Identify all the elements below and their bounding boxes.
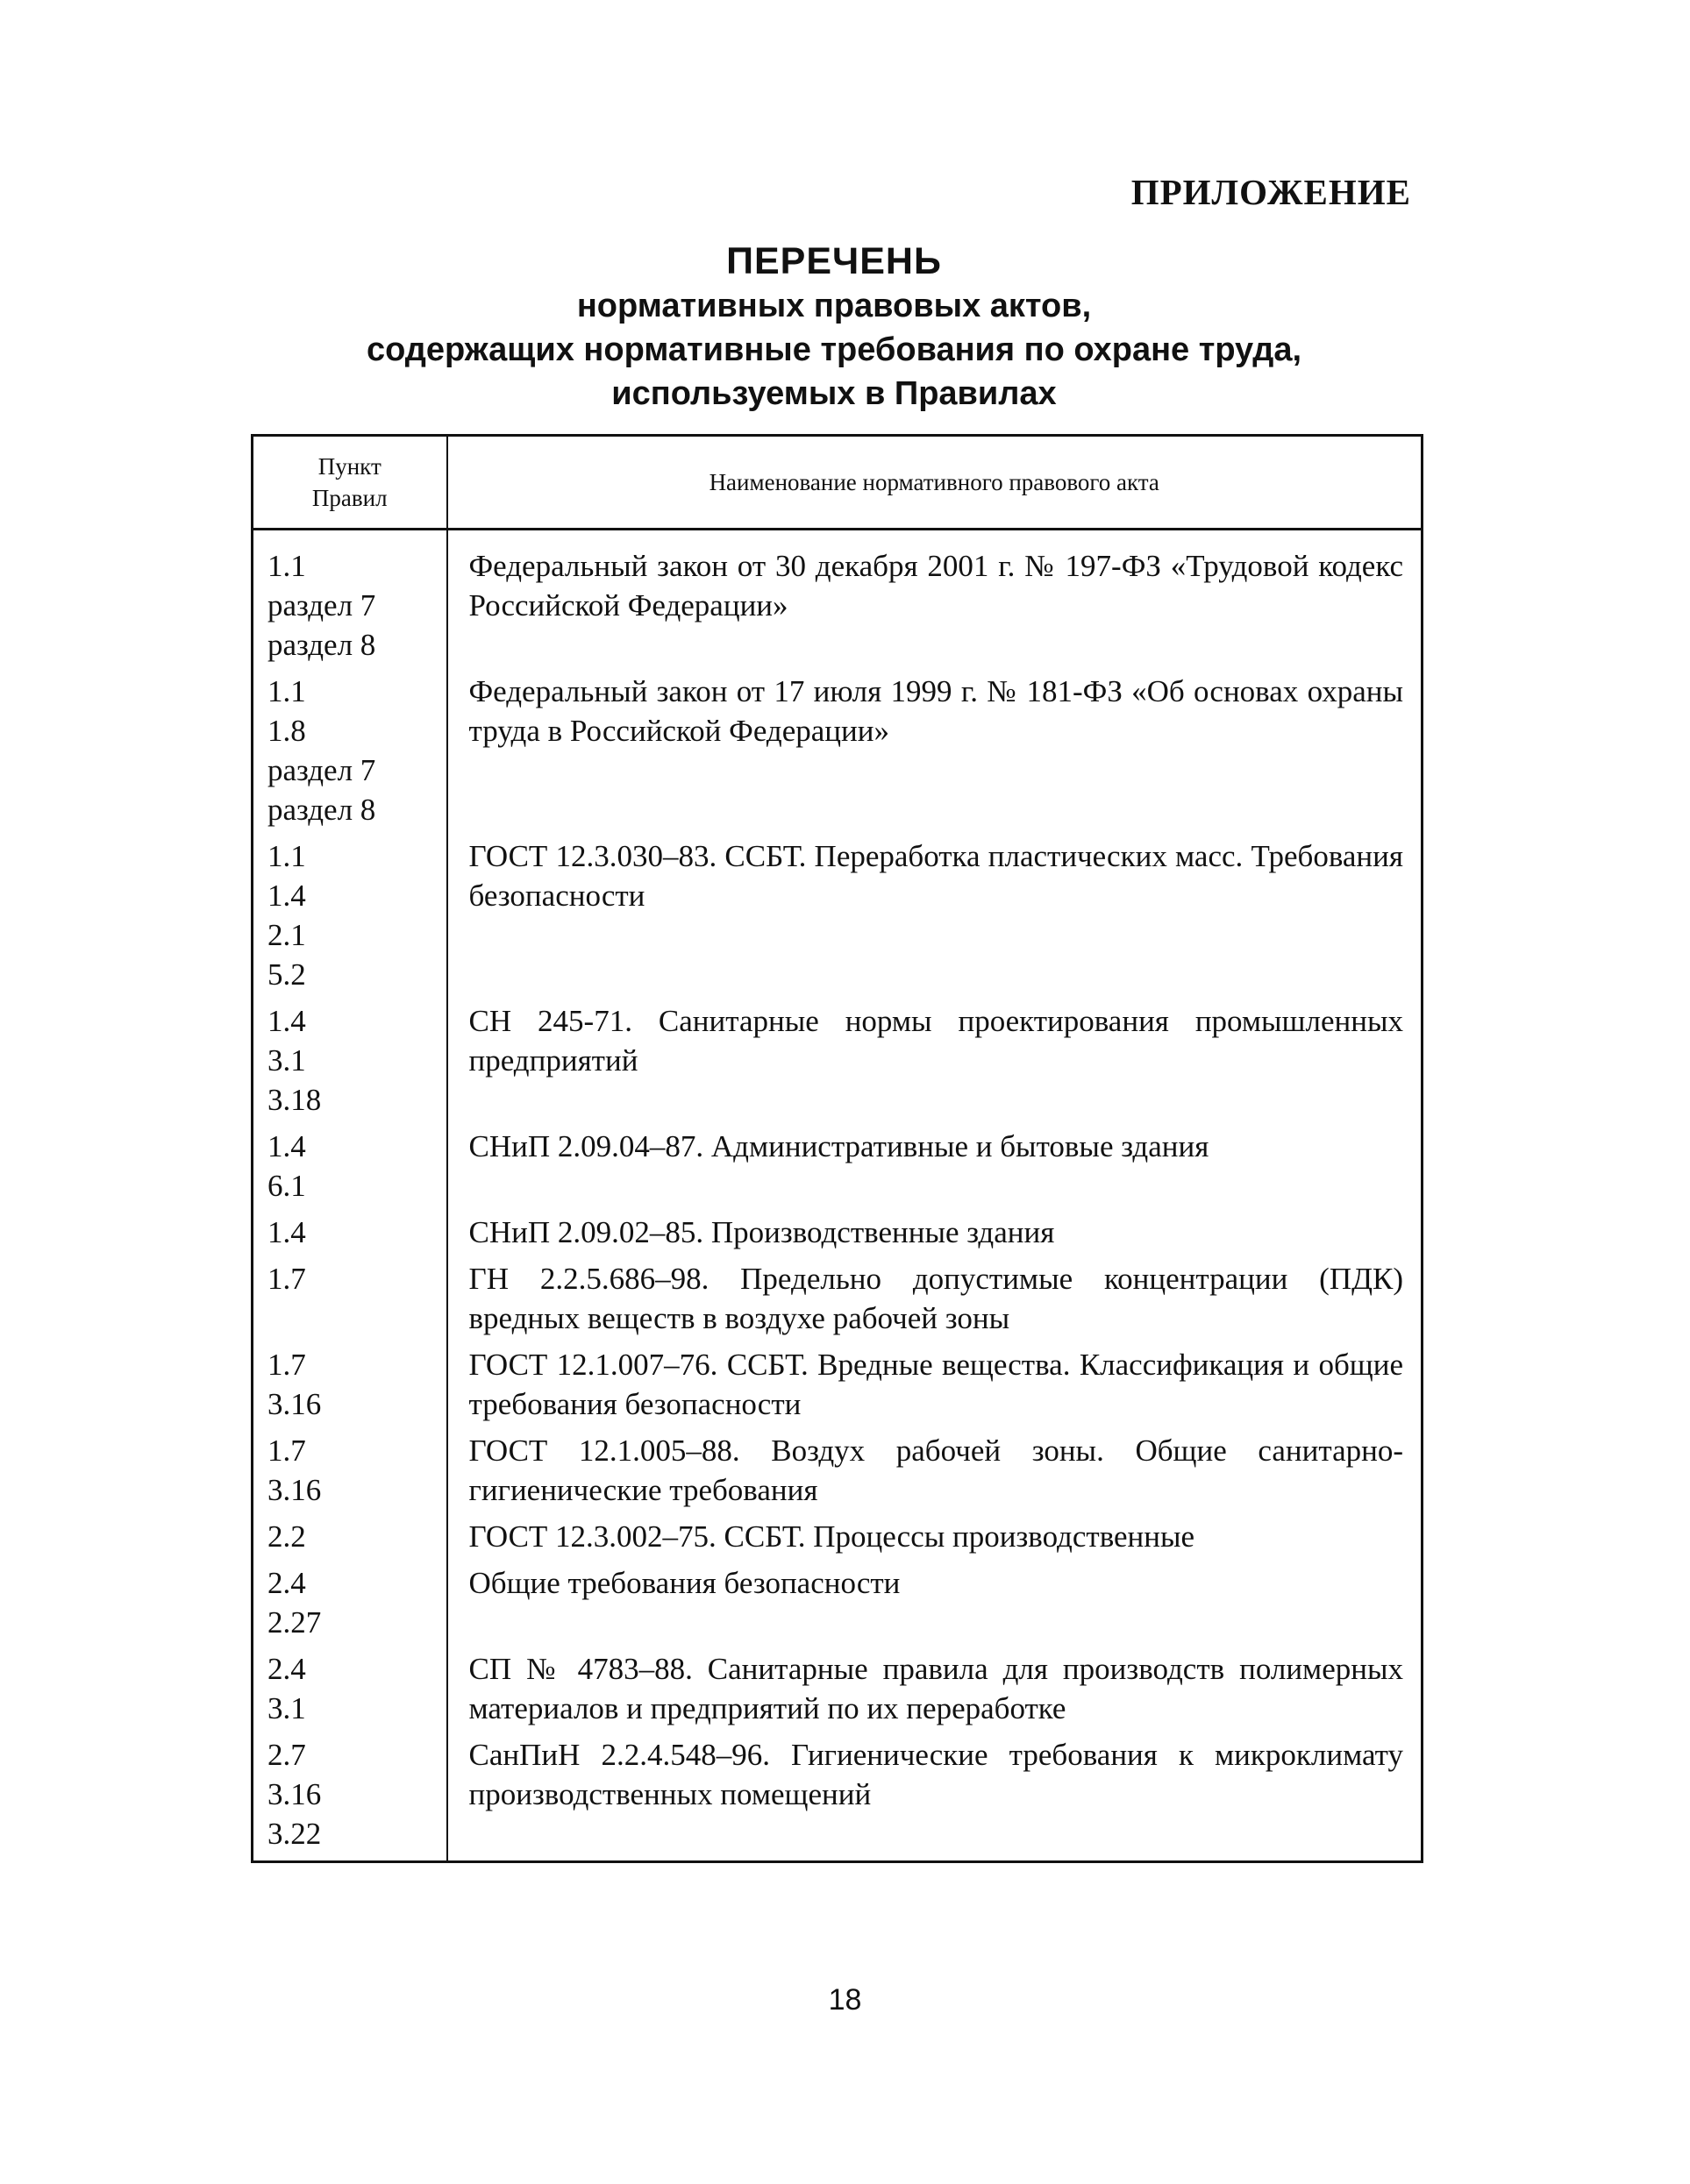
rule-point: 5.2 [267, 957, 306, 992]
rule-point: 3.1 [267, 1043, 306, 1078]
table-row [253, 1563, 1423, 1649]
rule-point: раздел 8 [267, 793, 376, 827]
table-row [253, 672, 1423, 836]
row-act-name: ГОСТ 12.3.030–83. ССБТ. Переработка пластических масс. Требования безопасности [447, 836, 1423, 1001]
rule-point: 2.4 [267, 1652, 306, 1686]
rule-point: 3.1 [267, 1691, 306, 1725]
row-act-name: СНиП 2.09.02–85. Производственные здания [447, 1213, 1423, 1259]
rule-point: 3.22 [267, 1817, 322, 1851]
page-number: 18 [828, 1983, 862, 2017]
row-act-name: СН 245-71. Санитарные нормы проектирования промышленных предприятий [447, 1001, 1423, 1127]
row-act-name: ГОСТ 12.1.007–76. ССБТ. Вредные вещества. Классификация и общие требования безопасности [447, 1345, 1423, 1431]
row-points-cell [253, 1001, 447, 1127]
rule-point: 3.16 [267, 1777, 322, 1811]
table-row [253, 1345, 1423, 1431]
row-act-name: СанПиН 2.2.4.548–96. Гигиенические требования к микроклимату производственных помещений [447, 1735, 1423, 1862]
row-points-cell [253, 1431, 447, 1517]
row-points-cell [253, 1735, 447, 1862]
table-header-row [253, 436, 1423, 530]
row-points-cell [253, 672, 447, 836]
rule-point: 1.4 [267, 879, 306, 913]
rule-point: 3.18 [267, 1083, 322, 1117]
row-points-cell [253, 530, 447, 672]
row-points-cell [253, 1213, 447, 1259]
row-points-cell [253, 1649, 447, 1735]
table-row [253, 1649, 1423, 1735]
row-points-cell [253, 1345, 447, 1431]
title-main: ПЕРЕЧЕНЬ [726, 240, 942, 282]
rule-point: 1.7 [267, 1433, 306, 1468]
table-row [253, 1735, 1423, 1862]
row-act-name: Общие требования безопасности [447, 1563, 1423, 1649]
rule-point: раздел 8 [267, 628, 376, 662]
regulations-table [251, 434, 1423, 1863]
table-row [253, 1127, 1423, 1213]
rule-point: раздел 7 [267, 753, 376, 787]
row-points-cell [253, 1517, 447, 1563]
title-line-1: нормативных правовых актов, [576, 288, 1092, 324]
title-line-2: содержащих нормативные требования по охране труда, [366, 331, 1302, 368]
rule-point: 1.1 [267, 674, 306, 708]
header-act-name: Наименование нормативного правового акта [447, 436, 1423, 530]
row-act-name: ГН 2.2.5.686–98. Предельно допустимые концентрации (ПДК) вредных веществ в воздухе рабочей зоны [447, 1259, 1423, 1345]
rule-point: 1.4 [267, 1215, 306, 1249]
rule-point: 1.4 [267, 1129, 306, 1163]
rule-point: 1.4 [267, 1004, 306, 1038]
rule-point: 2.1 [267, 918, 306, 952]
table-row [253, 530, 1423, 672]
rule-point: 6.1 [267, 1169, 306, 1203]
row-act-name: СНиП 2.09.04–87. Административные и бытовые здания [447, 1127, 1423, 1213]
rule-point: 2.2 [267, 1519, 306, 1554]
row-act-name: Федеральный закон от 17 июля 1999 г. № 181-ФЗ «Об основах охраны труда в Российской Федерации» [447, 672, 1423, 836]
rule-point: 3.16 [267, 1473, 322, 1507]
row-act-name: ГОСТ 12.3.002–75. ССБТ. Процессы производственные [447, 1517, 1423, 1563]
row-points-cell [253, 1259, 447, 1345]
rule-point: 1.7 [267, 1348, 306, 1382]
table-body [253, 530, 1423, 1862]
rule-point: 1.1 [267, 549, 306, 583]
appendix-label: ПРИЛОЖЕНИЕ [1130, 172, 1411, 212]
header-points-line-1: Пункт [317, 453, 381, 480]
table-row [253, 1431, 1423, 1517]
document-title [281, 238, 1387, 416]
rule-point: 3.16 [267, 1387, 322, 1421]
table-row [253, 1001, 1423, 1127]
rule-point: 2.7 [267, 1738, 306, 1772]
rule-point: раздел 7 [267, 588, 376, 622]
table-row [253, 1259, 1423, 1345]
rule-point: 1.7 [267, 1262, 306, 1296]
table-row [253, 1517, 1423, 1563]
row-act-name: СП № 4783–88. Санитарные правила для производств полимерных материалов и предприятий по их переработке [447, 1649, 1423, 1735]
row-points-cell [253, 1563, 447, 1649]
rule-point: 1.8 [267, 714, 306, 748]
header-points [253, 436, 447, 530]
row-points-cell [253, 1127, 447, 1213]
header-points-line-2: Правил [311, 485, 388, 511]
table-row [253, 1213, 1423, 1259]
row-act-name: ГОСТ 12.1.005–88. Воздух рабочей зоны. Общие санитарно-гигиенические требования [447, 1431, 1423, 1517]
rule-point: 2.4 [267, 1566, 306, 1600]
title-line-3: используемых в Правилах [611, 375, 1057, 412]
rule-point: 2.27 [267, 1605, 322, 1640]
rule-point: 1.1 [267, 839, 306, 873]
row-points-cell [253, 836, 447, 1001]
row-act-name: Федеральный закон от 30 декабря 2001 г. № 197-ФЗ «Трудовой кодекс Российской Федерации» [447, 530, 1423, 672]
table-row [253, 836, 1423, 1001]
